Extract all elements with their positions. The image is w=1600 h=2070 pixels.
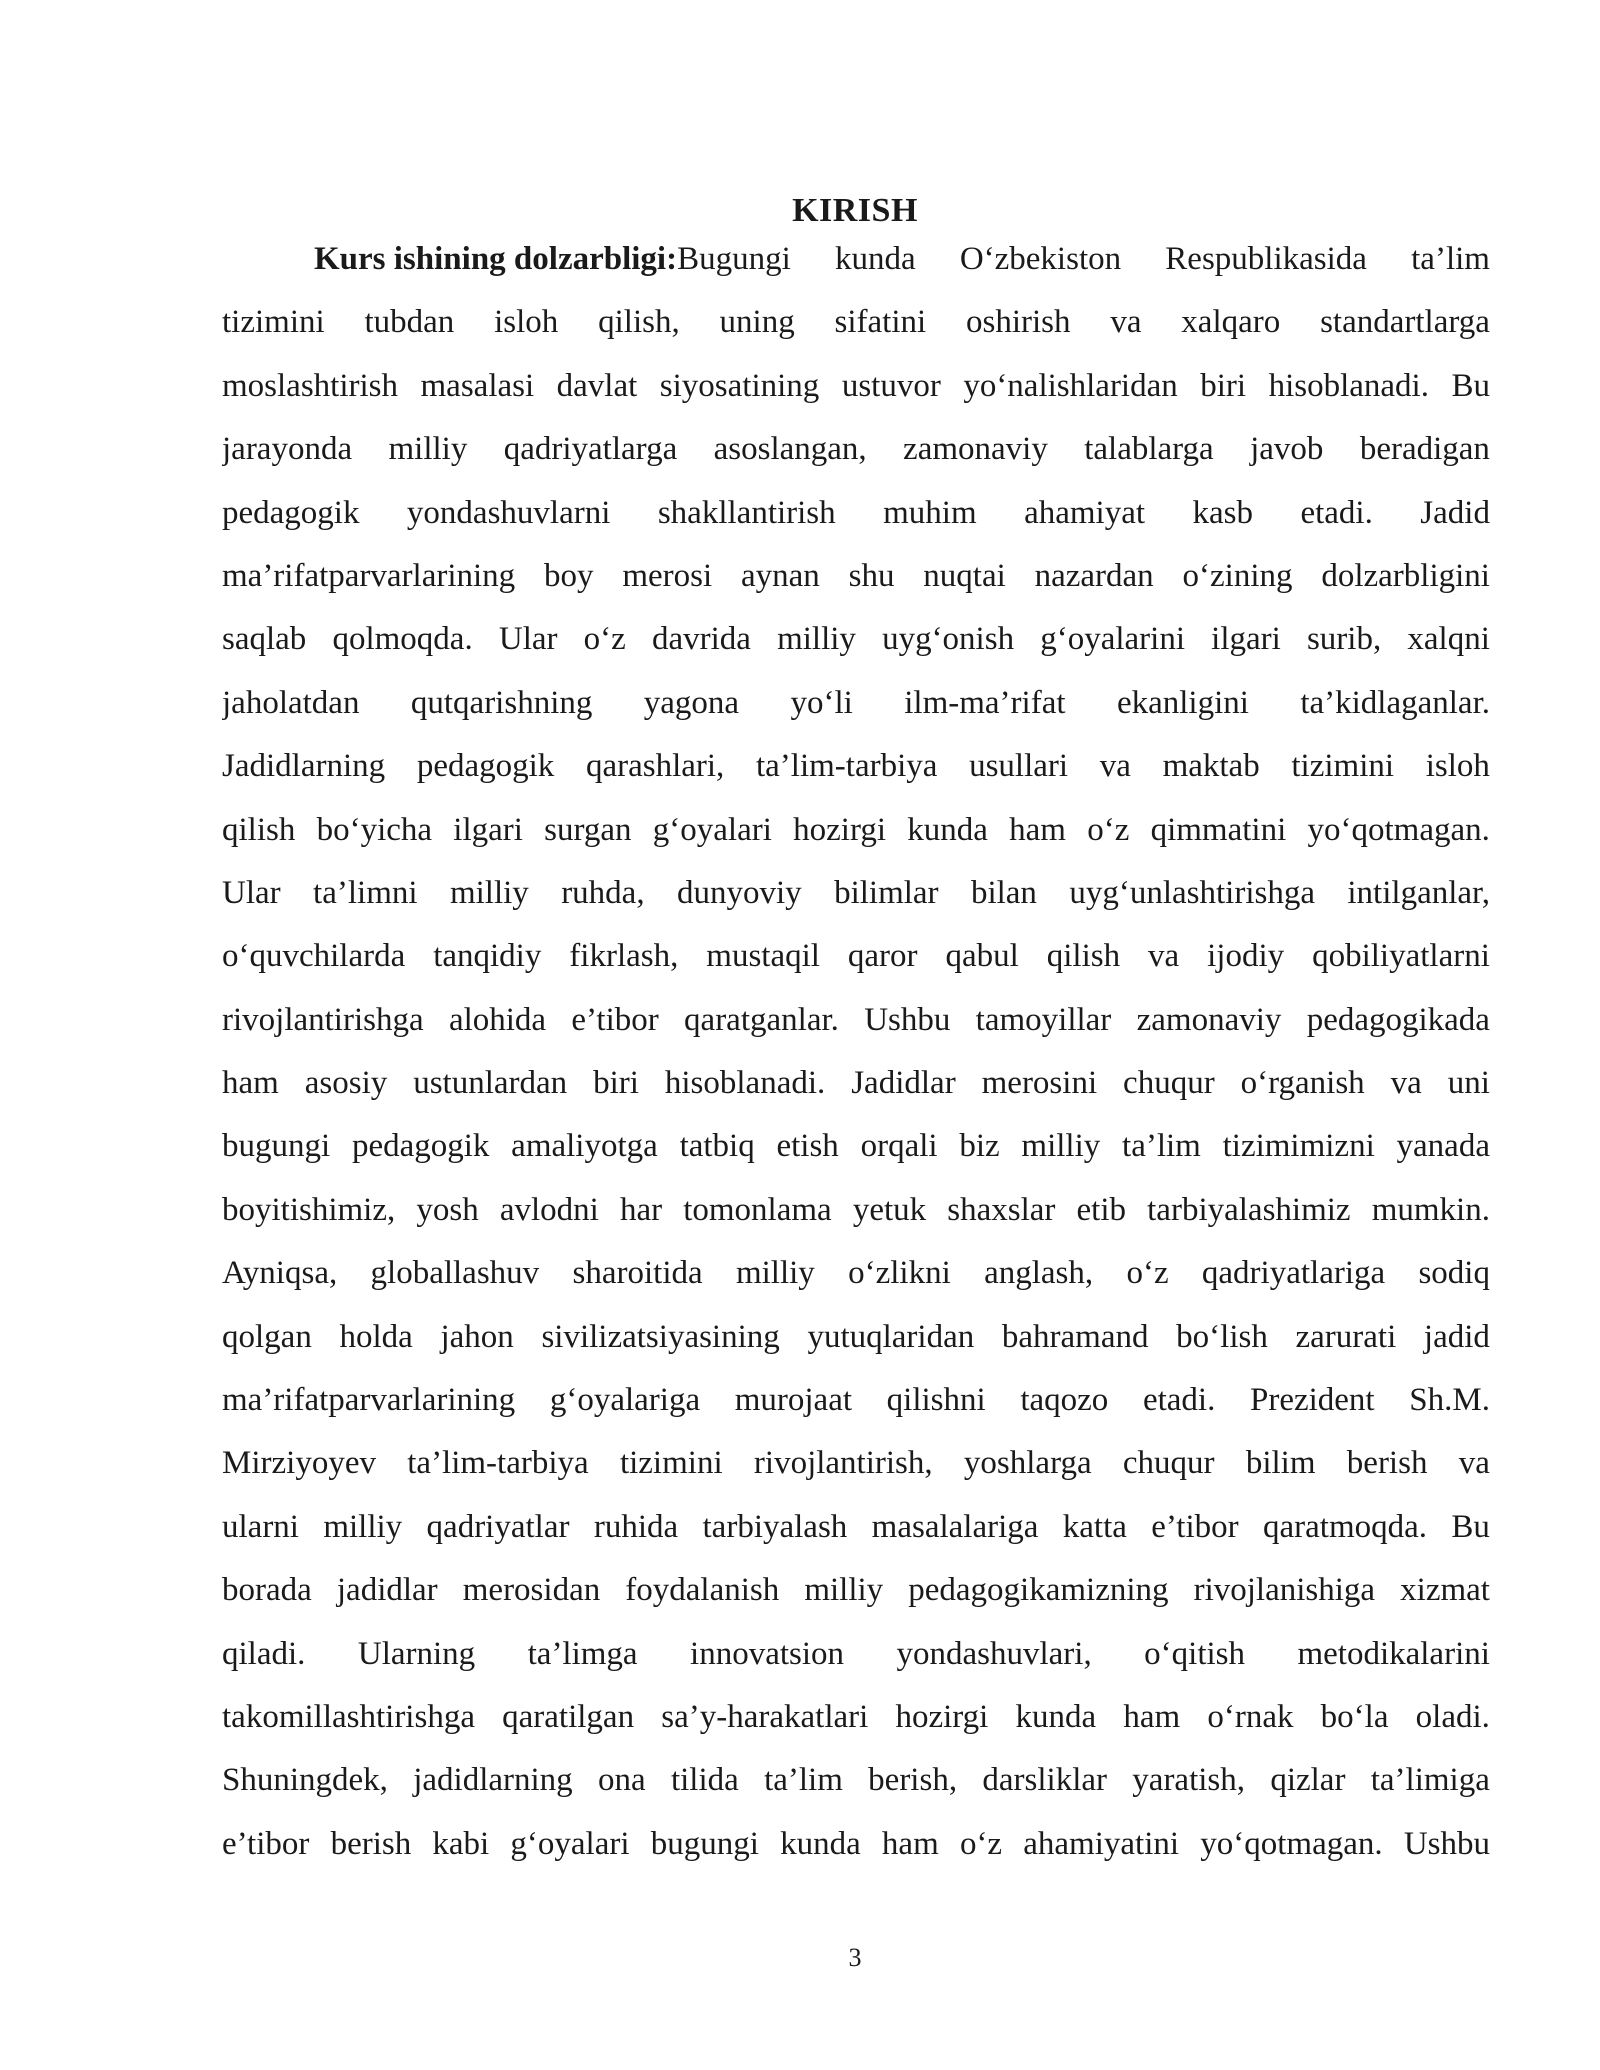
word: va	[1099, 748, 1131, 785]
word: alohida	[448, 1001, 547, 1038]
word: foydalanish	[625, 1572, 780, 1609]
word: bilan	[970, 874, 1037, 911]
word: o‘quvchilarda	[222, 938, 406, 975]
word: ma’rifatparvarlarining	[222, 1382, 516, 1419]
word: masalasi	[420, 367, 535, 404]
word: ham	[1009, 811, 1066, 848]
text-line	[222, 355, 1490, 418]
text-line	[222, 862, 1490, 925]
text-line	[222, 925, 1490, 988]
word: o‘zining	[1182, 557, 1293, 594]
word: yondashuvlari,	[896, 1635, 1092, 1672]
word: maktab	[1162, 748, 1260, 785]
word: kunda	[834, 241, 916, 277]
word: Jadidlar	[851, 1065, 956, 1102]
word: uni	[1447, 1065, 1490, 1102]
word: qolgan	[222, 1318, 312, 1355]
word: yetuk	[852, 1191, 927, 1228]
word: ekanligini	[1116, 684, 1249, 721]
word: qizlar	[1270, 1762, 1346, 1799]
word: qadriyatlar	[426, 1508, 570, 1545]
word: boyitishimiz,	[222, 1191, 396, 1228]
word: va	[1110, 304, 1142, 341]
word: ilgari	[1211, 621, 1281, 658]
word: Respublikasida	[1165, 241, 1367, 277]
word: Jadid	[1420, 494, 1490, 531]
word: tamoyillar	[975, 1001, 1112, 1038]
word: va	[1458, 1445, 1490, 1482]
word: ta’kidlaganlar.	[1300, 684, 1490, 721]
word: borada	[222, 1572, 312, 1609]
word: ilm-ma’rifat	[904, 684, 1066, 721]
word: milliy	[1021, 1128, 1101, 1165]
word: nazardan	[1034, 557, 1154, 594]
word: nuqtai	[923, 557, 1006, 594]
word: o‘z	[1126, 1255, 1169, 1292]
word: xalqaro	[1181, 304, 1281, 341]
text-line	[222, 608, 1490, 671]
word: aynan	[741, 557, 820, 594]
word: saqlab	[222, 621, 307, 658]
text-line	[222, 989, 1490, 1052]
word: bahramand	[1001, 1318, 1149, 1355]
word: dunyoviy	[676, 874, 802, 911]
word: beradigan	[1359, 431, 1490, 468]
word: surgan	[544, 811, 632, 848]
word: ustuvor	[841, 367, 941, 404]
word: Ushbu	[1403, 1825, 1490, 1862]
word: taqozo	[1020, 1382, 1109, 1419]
word: zamonaviy	[903, 431, 1048, 468]
word: sivilizatsiyasining	[541, 1318, 780, 1355]
word: zamonaviy	[1136, 1001, 1282, 1038]
word: qaror	[847, 938, 918, 975]
word: davlat	[556, 367, 638, 404]
word: moslashtirish	[222, 367, 399, 404]
word: yanada	[1396, 1128, 1490, 1165]
word: oladi.	[1415, 1698, 1490, 1735]
word: metodikalarini	[1297, 1635, 1490, 1672]
word: asoslangan,	[713, 431, 867, 468]
word: jadidlar	[336, 1572, 438, 1609]
lead-label: Kurs ishining dolzarbligi:	[314, 241, 678, 277]
word: har	[619, 1191, 663, 1228]
word: mustaqil	[706, 938, 820, 975]
word: usullari	[969, 748, 1069, 785]
text-line	[222, 672, 1490, 735]
word: bilim	[1245, 1445, 1316, 1482]
word: biz	[959, 1128, 1000, 1165]
word: Sh.M.	[1409, 1382, 1490, 1419]
word: innovatsion	[690, 1635, 845, 1672]
word: mumkin.	[1371, 1191, 1490, 1228]
text-line	[222, 1052, 1490, 1115]
word: milliy	[735, 1255, 815, 1292]
word: pedagogik	[416, 748, 555, 785]
text-line	[222, 1179, 1490, 1242]
text-line	[222, 1242, 1490, 1305]
word: dolzarbligini	[1321, 557, 1490, 594]
word: rivojlantirishga	[222, 1001, 424, 1038]
word: siyosatining	[659, 367, 820, 404]
word: hisoblanadi.	[1268, 367, 1429, 404]
word: amaliyotga	[511, 1128, 658, 1165]
word: pedagogikamizning	[908, 1572, 1169, 1609]
word: qilish,	[598, 304, 680, 341]
word: ta’limiga	[1370, 1762, 1490, 1799]
word: yutuqlaridan	[807, 1318, 975, 1355]
word: globallashuv	[370, 1255, 540, 1292]
word: ruhida	[593, 1508, 679, 1545]
first-line-text	[677, 228, 1490, 291]
word: shaxslar	[947, 1191, 1056, 1228]
word: ta’lim-tarbiya	[407, 1445, 589, 1482]
word: Bu	[1451, 367, 1490, 404]
word: berish	[330, 1825, 412, 1862]
word: ustunlardan	[413, 1065, 568, 1102]
text-line	[222, 1749, 1490, 1812]
word: etib	[1076, 1191, 1127, 1228]
word: o‘qitish	[1144, 1635, 1246, 1672]
word: etadi.	[1300, 494, 1373, 531]
word: ijodiy	[1207, 938, 1285, 975]
word: yosh	[416, 1191, 479, 1228]
word: Ular	[498, 621, 558, 658]
word: kunda	[907, 811, 988, 848]
word: uyg‘unlashtirishga	[1069, 874, 1315, 911]
word: intilganlar,	[1347, 874, 1490, 911]
word: yagona	[643, 684, 740, 721]
word: qadriyatlariga	[1201, 1255, 1386, 1292]
word: hozirgi	[895, 1698, 989, 1735]
word: yo‘nalishlaridan	[963, 367, 1178, 404]
text-line	[222, 1369, 1490, 1432]
word: g‘oyalari	[652, 811, 772, 848]
word: tatbiq	[679, 1128, 755, 1165]
word: davrida	[651, 621, 751, 658]
word: sodiq	[1418, 1255, 1490, 1292]
text-line	[222, 291, 1490, 354]
word: g‘oyalariga	[549, 1382, 701, 1419]
word: o‘zlikni	[848, 1255, 951, 1292]
text-line	[222, 1623, 1490, 1686]
text-line	[222, 1496, 1490, 1559]
word: tizimimizni	[1222, 1128, 1375, 1165]
word: yo‘qotmagan.	[1200, 1825, 1383, 1862]
word: etadi.	[1142, 1382, 1216, 1419]
text-line	[222, 545, 1490, 608]
word: ta’lim	[764, 1762, 843, 1799]
word: Shuningdek,	[222, 1762, 388, 1799]
word: anglash,	[984, 1255, 1094, 1292]
word: milliy	[388, 431, 468, 468]
word: fikrlash,	[569, 938, 679, 975]
word: qilishni	[886, 1382, 986, 1419]
word: jaholatdan	[222, 684, 360, 721]
word: merosi	[622, 557, 713, 594]
word: boy	[544, 557, 594, 594]
word: hisoblanadi.	[664, 1065, 826, 1102]
word: sharoitida	[572, 1255, 703, 1292]
word: tubdan	[364, 304, 455, 341]
text-line	[222, 482, 1490, 545]
word: qolmoqda.	[332, 621, 473, 658]
word: kunda	[780, 1825, 861, 1862]
word: orqali	[860, 1128, 938, 1165]
word: tarbiyalashimiz	[1147, 1191, 1351, 1228]
word: O‘zbekiston	[959, 241, 1122, 277]
word: qaratganlar.	[684, 1001, 839, 1038]
word: ularni	[222, 1508, 299, 1545]
word: uning	[719, 304, 795, 341]
word: berish	[1346, 1445, 1428, 1482]
word: yondashuvlarni	[406, 494, 611, 531]
word: biri	[593, 1065, 639, 1102]
word: milliy	[449, 874, 529, 911]
word: qiladi.	[222, 1635, 306, 1672]
word: takomillashtirishga	[222, 1698, 475, 1735]
word: asosiy	[304, 1065, 388, 1102]
word: jarayonda	[222, 431, 353, 468]
word: ta’limga	[527, 1635, 638, 1672]
word: Bugungi	[677, 241, 791, 277]
word: surib,	[1306, 621, 1382, 658]
word: yo‘qotmagan.	[1307, 811, 1490, 848]
word: pedagogik	[351, 1128, 490, 1165]
word: ahamiyatini	[1023, 1825, 1180, 1862]
word: o‘z	[583, 621, 626, 658]
word: avlodni	[499, 1191, 599, 1228]
word: tomonlama	[683, 1191, 832, 1228]
word: holda	[339, 1318, 413, 1355]
word: qimmatini	[1150, 811, 1287, 848]
word: qarashlari,	[585, 748, 725, 785]
text-line-first	[222, 228, 1490, 291]
word: berish,	[868, 1762, 958, 1799]
text-line	[222, 418, 1490, 481]
word: e’tibor	[222, 1825, 310, 1862]
word: bo‘lish	[1176, 1318, 1268, 1355]
text-line	[222, 799, 1490, 862]
word: bugungi	[222, 1128, 331, 1165]
word: tizimini	[222, 304, 325, 341]
word: bugungi	[650, 1825, 759, 1862]
word: o‘rganish	[1240, 1065, 1365, 1102]
word: Mirziyoyev	[222, 1445, 376, 1482]
word: uyg‘onish	[882, 621, 1015, 658]
word: yaratish,	[1132, 1762, 1246, 1799]
word: yoshlarga	[963, 1445, 1092, 1482]
word: tilida	[670, 1762, 739, 1799]
page-number: 3	[848, 1943, 862, 1972]
word: ona	[597, 1762, 646, 1799]
section-heading: KIRISH	[792, 192, 918, 229]
word: tarbiyalash	[702, 1508, 848, 1545]
word: jadidlarning	[413, 1762, 573, 1799]
word: murojaat	[734, 1382, 853, 1419]
word: Jadidlarning	[222, 748, 386, 785]
word: Ayniqsa,	[222, 1255, 338, 1292]
word: Ular	[222, 874, 281, 911]
word: milliy	[323, 1508, 403, 1545]
word: qobiliyatlarni	[1312, 938, 1490, 975]
word: sa’y-harakatlari	[661, 1698, 869, 1735]
word: e’tibor	[571, 1001, 659, 1038]
text-line	[222, 1559, 1490, 1622]
text-line	[222, 1432, 1490, 1495]
word: etish	[776, 1128, 839, 1165]
word: katta	[1062, 1508, 1127, 1545]
word: tanqidiy	[433, 938, 542, 975]
word: qilish	[1046, 938, 1121, 975]
word: muhim	[883, 494, 977, 531]
word: bo‘yicha	[316, 811, 433, 848]
word: va	[1148, 938, 1180, 975]
word: ahamiyat	[1024, 494, 1146, 531]
word: Bu	[1451, 1508, 1490, 1545]
word: xizmat	[1400, 1572, 1490, 1609]
word: kunda	[1015, 1698, 1097, 1735]
word: biri	[1200, 367, 1247, 404]
word: xalqni	[1407, 621, 1490, 658]
word: sifatini	[834, 304, 927, 341]
word: merosini	[981, 1065, 1098, 1102]
text-line	[222, 1813, 1490, 1876]
text-line	[222, 1115, 1490, 1178]
word: ta’lim	[1122, 1128, 1201, 1165]
word: o‘z	[1087, 811, 1130, 848]
text-line	[222, 1686, 1490, 1749]
word: chuqur	[1122, 1445, 1215, 1482]
word: ta’lim	[1411, 241, 1490, 277]
word: tizimini	[619, 1445, 723, 1482]
word: bilimlar	[834, 874, 939, 911]
word: standartlarga	[1320, 304, 1490, 341]
word: ham	[222, 1065, 279, 1102]
body-paragraph	[222, 228, 1490, 1876]
word: kasb	[1192, 494, 1253, 531]
word: e’tibor	[1151, 1508, 1239, 1545]
word: ruhda,	[561, 874, 645, 911]
word: darsliklar	[982, 1762, 1107, 1799]
word: qilish	[222, 811, 296, 848]
word: tizimini	[1291, 748, 1395, 785]
word: o‘z	[959, 1825, 1003, 1862]
word: qaratilgan	[502, 1698, 635, 1735]
word: g‘oyalari	[510, 1825, 630, 1862]
word: ta’lim-tarbiya	[755, 748, 938, 785]
word: bo‘la	[1320, 1698, 1389, 1735]
word: shu	[848, 557, 895, 594]
word: qutqarishning	[410, 684, 593, 721]
word: ta’limni	[313, 874, 418, 911]
word: ham	[881, 1825, 939, 1862]
word: qadriyatlarga	[503, 431, 678, 468]
word: javob	[1250, 431, 1324, 468]
word: pedagogik	[222, 494, 360, 531]
word: o‘rnak	[1207, 1698, 1294, 1735]
word: qaratmoqda.	[1263, 1508, 1428, 1545]
word: isloh	[1425, 748, 1490, 785]
word: merosidan	[462, 1572, 601, 1609]
word: Prezident	[1249, 1382, 1375, 1419]
word: qabul	[945, 938, 1019, 975]
word: rivojlantirish,	[753, 1445, 933, 1482]
word: jadid	[1423, 1318, 1490, 1355]
word: hozirgi	[793, 811, 887, 848]
word: masalalariga	[871, 1508, 1039, 1545]
word: g‘oyalarini	[1040, 621, 1185, 658]
word: pedagogikada	[1306, 1001, 1490, 1038]
word: rivojlanishiga	[1193, 1572, 1376, 1609]
word: chuqur	[1123, 1065, 1215, 1102]
word: isloh	[494, 304, 559, 341]
word: milliy	[804, 1572, 884, 1609]
word: ma’rifatparvarlarining	[222, 557, 516, 594]
word: Ularning	[357, 1635, 476, 1672]
word: va	[1390, 1065, 1422, 1102]
word: ilgari	[453, 811, 523, 848]
word: oshirish	[966, 304, 1071, 341]
word: zarurati	[1295, 1318, 1397, 1355]
text-line	[222, 1306, 1490, 1369]
word: kabi	[432, 1825, 490, 1862]
word: talablarga	[1084, 431, 1214, 468]
text-line	[222, 735, 1490, 798]
word: jahon	[440, 1318, 514, 1355]
word: yo‘li	[790, 684, 853, 721]
word: shakllantirish	[657, 494, 836, 531]
word: ham	[1123, 1698, 1181, 1735]
word: milliy	[777, 621, 856, 658]
word: Ushbu	[864, 1001, 951, 1038]
